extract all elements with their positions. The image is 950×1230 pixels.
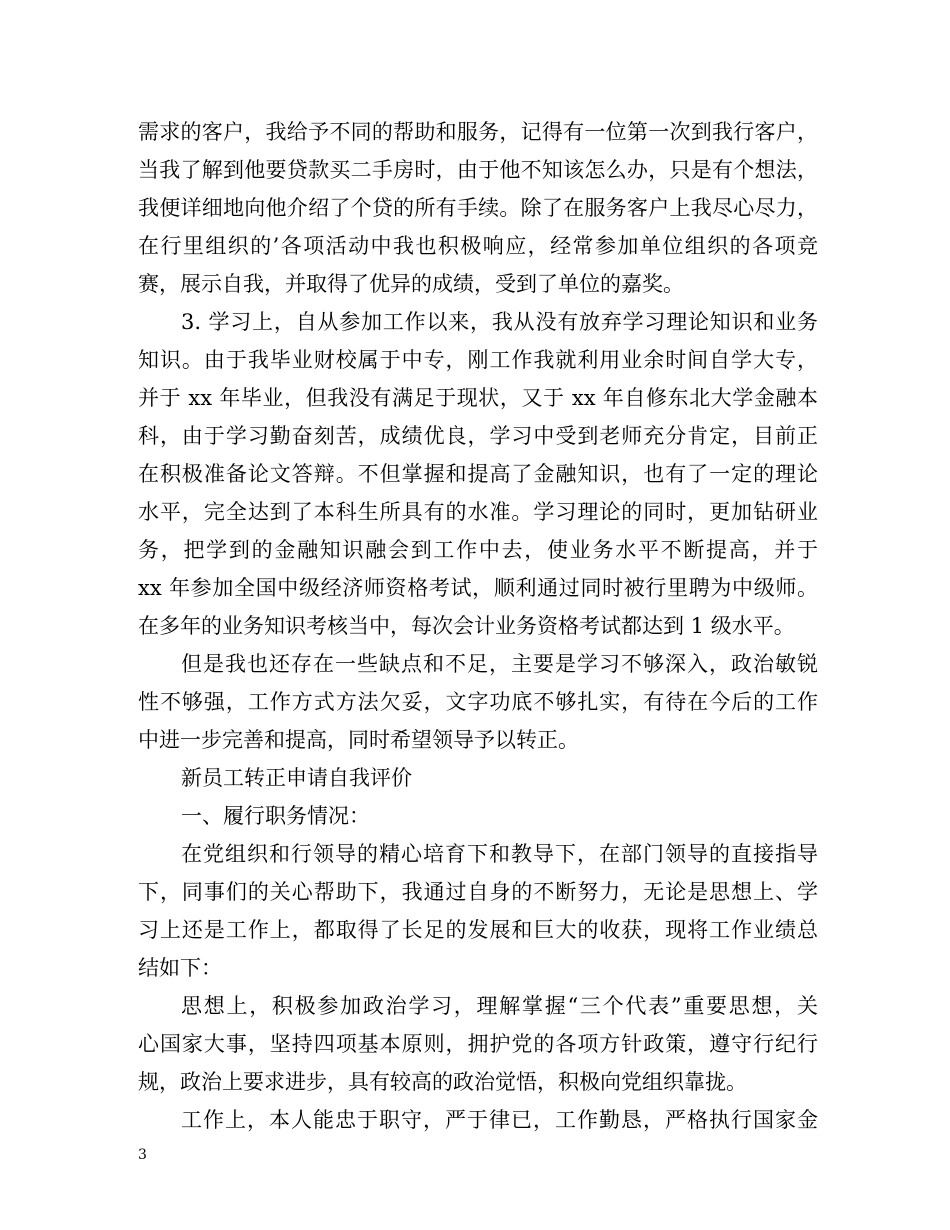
text-line: 工作上，本人能忠于职守，严于律已，工作勤恳，严格执行国家金 — [181, 1108, 818, 1132]
text-line: 需求的客户，我给予不同的帮助和服务，记得有一位第一次到我行客户， — [138, 120, 818, 144]
text-line: 中进一步完善和提高，同时希望领导予以转正。 — [138, 728, 579, 752]
text-line: 性不够强，工作方式方法欠妥，文字功底不够扎实，有待在今后的工作 — [138, 690, 818, 714]
text-line: 习上还是工作上，都取得了长足的发展和巨大的收获，现将工作业绩总 — [138, 918, 818, 942]
text-line: 心国家大事，坚持四项基本原则，拥护党的各项方针政策，遵守行纪行 — [138, 1032, 818, 1056]
text-line: 我便详细地向他介绍了个贷的所有手续。除了在服务客户上我尽心尽力， — [138, 196, 818, 220]
text-line: 一、履行职务情况： — [181, 804, 370, 828]
text-line: 规，政治上要求进步，具有较高的政治觉悟，积极向党组织靠拢。 — [138, 1070, 747, 1094]
text-line: 科，由于学习勤奋刻苦，成绩优良，学习中受到老师充分肯定，目前正 — [138, 424, 818, 448]
text-line: 但是我也还存在一些缺点和不足，主要是学习不够深入，政治敏锐 — [181, 652, 818, 676]
text-line: 3. 学习上，自从参加工作以来，我从没有放弃学习理论知识和业务 — [181, 310, 818, 334]
text-line: 在行里组织的’各项活动中我也积极响应，经常参加单位组织的各项竞 — [138, 234, 818, 258]
text-line: 在积极准备论文答辩。不但掌握和提高了金融知识，也有了一定的理论 — [138, 462, 818, 486]
text-line: 水平，完全达到了本科生所具有的水准。学习理论的同时，更加钻研业 — [138, 500, 818, 524]
text-line: 结如下： — [138, 956, 222, 980]
text-line: 在党组织和行领导的精心培育下和教导下，在部门领导的直接指导 — [181, 842, 818, 866]
text-line: 并于 xx 年毕业，但我没有满足于现状，又于 xx 年自修东北大学金融本 — [138, 386, 818, 410]
document-body — [138, 113, 818, 1139]
text-line: 务，把学到的金融知识融会到工作中去，使业务水平不断提高，并于 — [138, 538, 818, 562]
text-line: 当我了解到他要贷款买二手房时，由于他不知该怎么办，只是有个想法， — [138, 158, 818, 182]
page-number: 3 — [138, 1147, 147, 1163]
text-line: 思想上，积极参加政治学习，理解掌握“三个代表”重要思想，关 — [181, 994, 818, 1018]
text-line: 赛，展示自我，并取得了优异的成绩，受到了单位的嘉奖。 — [138, 272, 684, 296]
text-line: 下，同事们的关心帮助下，我通过自身的不断努力，无论是思想上、学 — [138, 880, 818, 904]
text-line: 在多年的业务知识考核当中，每次会计业务资格考试都达到 1 级水平。 — [138, 614, 795, 638]
text-line: xx 年参加全国中级经济师资格考试，顺利通过同时被行里聘为中级师。 — [138, 576, 818, 600]
text-line: 新员工转正申请自我评价 — [181, 766, 412, 790]
text-line: 知识。由于我毕业财校属于中专，刚工作我就利用业余时间自学大专， — [138, 348, 818, 372]
